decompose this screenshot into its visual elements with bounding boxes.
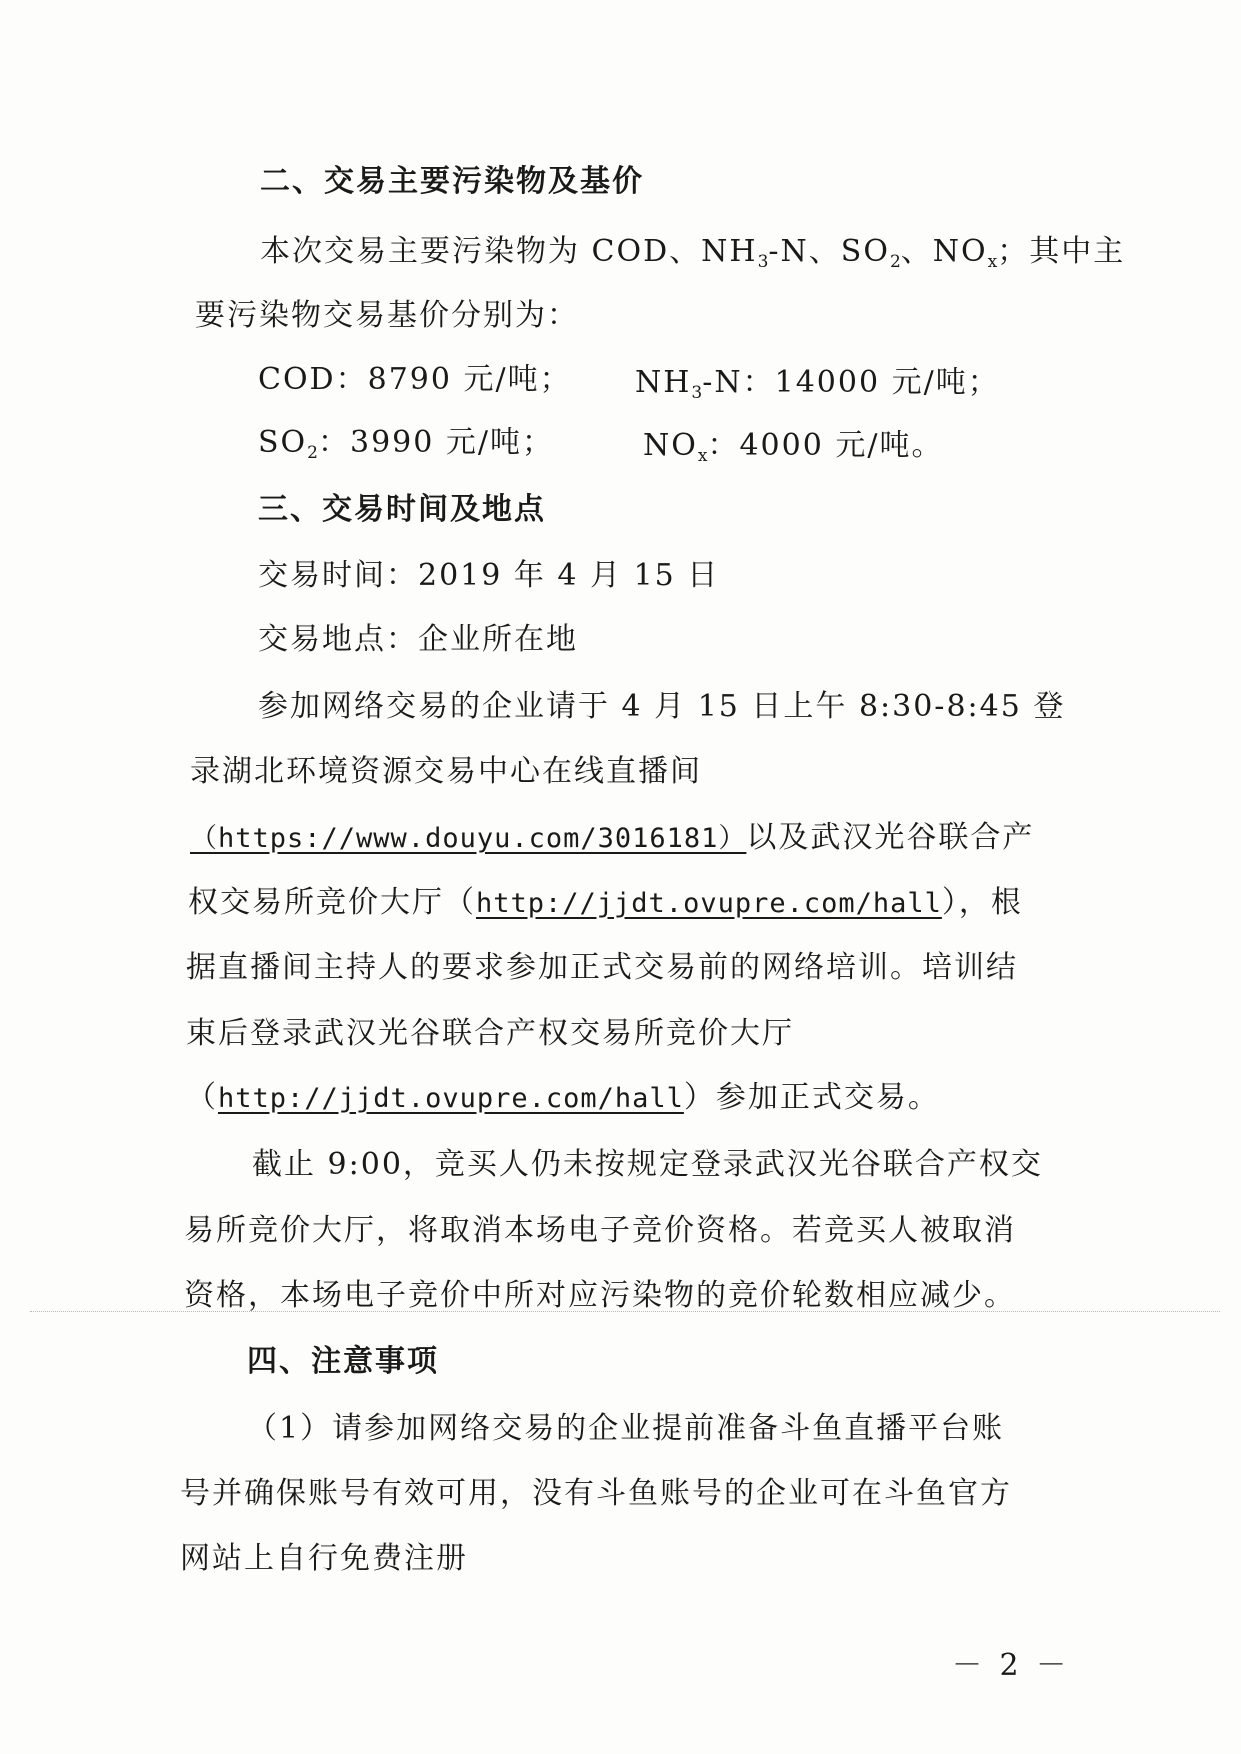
section-3-paragraph-line-5: 据直播间主持人的要求参加正式交易前的网络培训。培训结 [186,950,1018,985]
section-4-paragraph-line-1: （1）请参加网络交易的企业提前准备斗鱼直播平台账 [247,1411,1005,1446]
page-number: － 2 － [952,1648,1071,1683]
price-nox: $NO_x$：4000 元/吨。 [643,428,944,466]
price-so2: $SO_2$：3990 元/吨； [258,425,554,463]
section-4-paragraph-line-3: 网站上自行免费注册 [180,1541,468,1576]
trade-place: 交易地点：企业所在地 [258,622,578,657]
section-3-heading: 三、交易时间及地点 [258,492,546,527]
section-2-paragraph-line-2: 要污染物交易基价分别为： [195,298,579,333]
section-4-heading: 四、注意事项 [247,1344,439,1379]
section-3-paragraph-2-line-3: 资格，本场电子竞价中所对应污染物的竞价轮数相应减少。 [184,1278,1016,1313]
section-3-paragraph-2-line-2: 易所竞价大厅，将取消本场电子竞价资格。若竞买人被取消 [184,1213,1016,1248]
section-3-paragraph-2-line-1: 截止 9:00，竞买人仍未按规定登录武汉光谷联合产权交 [252,1147,1043,1182]
douyu-link[interactable]: （https://www.douyu.com/3016181） [190,823,747,854]
section-2-paragraph-line-1: 本次交易主要污染物为 COD、$NH_3-N$、$SO_2$、$NO_x$；其中主 [260,234,1126,272]
price-cod: COD：8790 元/吨； [258,362,572,397]
section-3-paragraph-line-4: 权交易所竞价大厅（http://jjdt.ovupre.com/hall），根 [188,885,1023,920]
section-4-paragraph-line-2: 号并确保账号有效可用，没有斗鱼账号的企业可在斗鱼官方 [180,1476,1012,1511]
price-nh3-n: $NH_3-N$：14000 元/吨； [635,365,1000,403]
bidding-hall-link-2[interactable]: http://jjdt.ovupre.com/hall [218,1083,684,1114]
section-3-paragraph-line-2: 录湖北环境资源交易中心在线直播间 [190,754,702,789]
section-3-paragraph-line-3: （https://www.douyu.com/3016181）以及武汉光谷联合产 [190,820,1035,855]
trade-time: 交易时间：2019 年 4 月 15 日 [258,558,720,593]
section-3-paragraph-line-6: 束后登录武汉光谷联合产权交易所竞价大厅 [186,1016,794,1051]
section-3-paragraph-line-1: 参加网络交易的企业请于 4 月 15 日上午 8:30-8:45 登 [258,689,1066,724]
section-3-paragraph-line-7: （http://jjdt.ovupre.com/hall）参加正式交易。 [186,1080,940,1115]
section-2-heading: 二、交易主要污染物及基价 [260,164,644,199]
bidding-hall-link[interactable]: http://jjdt.ovupre.com/hall [476,888,942,919]
scan-artifact-rule [30,1311,1220,1312]
